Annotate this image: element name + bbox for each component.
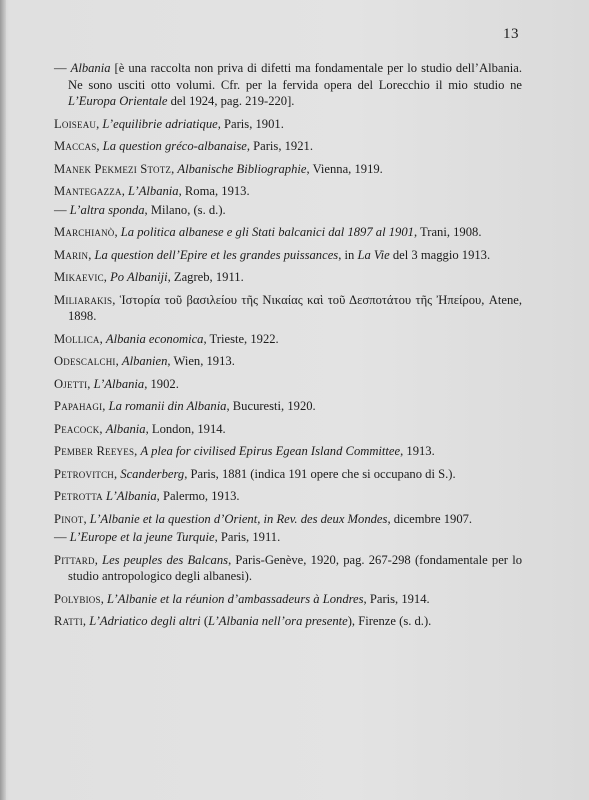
entry-text: , London, 1914. (145, 421, 226, 436)
entry-title: L’Albania nell’ora presente (208, 614, 348, 628)
entry-text: , Paris, 1881 (indica 191 opere che si occupano di S.). (184, 466, 456, 481)
entry-text: , Paris, 1911. (214, 530, 281, 544)
entry-author: Pinot (54, 511, 84, 526)
entry-text: , (83, 511, 90, 526)
bibliography-entry (54, 398, 522, 415)
entry-title: L’Albanie et la question d’Orient, in Rev. des deux Mondes (89, 511, 388, 526)
entry-title: La Vie (357, 247, 390, 262)
entry-text: [è una raccolta non priva di difetti ma fondamentale per lo studio dell’Albania. Ne sono usciti otto volumi. Cfr. per la fervida opera del Lorecchio il mio studio ne (68, 61, 522, 92)
entry-author: Ratti (54, 614, 83, 628)
entry-text: , dicembre 1907. (387, 511, 473, 526)
entry-text: , Palermo, 1913. (156, 489, 240, 503)
bibliography-entry (54, 292, 522, 325)
entry-title: Scanderberg (120, 466, 185, 481)
bibliography-entry (54, 331, 522, 348)
entry-text: , (96, 116, 103, 131)
entry-text: , (121, 184, 128, 198)
bibliography-entry (54, 161, 522, 178)
entry-title: L’equilibrie adriatique (102, 116, 218, 131)
entry-author: Marchianò (54, 225, 115, 239)
page-number: 13 (503, 26, 519, 42)
entry-title: L’Europe et la jeune Turquie (69, 530, 215, 544)
bibliography-entry (54, 591, 522, 608)
entry-author: Loiseau (54, 116, 97, 131)
entry-text: , Paris, 1921. (246, 139, 313, 153)
entry-text: , (88, 247, 95, 262)
bibliography-entry (54, 529, 522, 546)
entry-title: Albania (70, 61, 111, 75)
entry-text: , Ἱστορία τοῦ βασιλείου τῆς Νικαίας καὶ τοῦ Δεσποτάτου τῆς Ἠπείρου, Atene, 1898. (68, 292, 522, 323)
bibliography-entry (54, 353, 522, 370)
bibliography-list (54, 60, 522, 636)
entry-text: , 1902. (144, 376, 179, 391)
bibliography-entry (54, 613, 522, 630)
entry-title: L’Albania (127, 184, 179, 198)
entry-text: , Wien, 1913. (167, 354, 235, 368)
entry-title: Albania economica (105, 331, 204, 346)
entry-text: , (82, 614, 90, 628)
entry-text: , in (338, 247, 358, 262)
entry-text: , Paris, 1901. (217, 116, 284, 131)
entry-title: L’altra sponda (69, 202, 145, 217)
bibliography-entry (54, 202, 522, 219)
entry-text: , (94, 552, 103, 567)
entry-text: — (54, 530, 70, 544)
entry-title: Po Albaniji (110, 270, 168, 284)
page-binding-edge (0, 0, 6, 800)
entry-author: Peacock (54, 421, 100, 436)
entry-text: , (100, 591, 108, 606)
entry-text: , (87, 376, 94, 391)
bibliography-entry (54, 247, 522, 264)
bibliography-entry (54, 552, 522, 585)
entry-author: Petrovitch (54, 466, 114, 481)
entry-title: L’Albania (106, 489, 157, 503)
bibliography-entry (54, 116, 522, 133)
entry-author: Polybios (54, 591, 101, 606)
entry-text: , Paris, 1914. (363, 591, 430, 606)
entry-author: Mikaevic (54, 270, 104, 284)
bibliography-entry (54, 60, 522, 110)
entry-text: , Trieste, 1922. (203, 331, 279, 346)
entry-author: Maccas (54, 139, 97, 153)
entry-text: del 1924, pag. 219-220]. (167, 94, 295, 108)
entry-text: — (54, 61, 71, 75)
bibliography-entry (54, 138, 522, 155)
entry-text: , (99, 331, 106, 346)
entry-text: ( (200, 614, 209, 628)
entry-text: , Trani, 1908. (413, 225, 482, 239)
entry-title: L’Albania (93, 376, 145, 391)
bibliography-entry (54, 511, 522, 528)
entry-title: L’Adriatico degli altri (89, 614, 201, 628)
entry-author: Petrotta (54, 489, 103, 503)
entry-text: , (134, 444, 141, 458)
entry-title: La politica albanese e gli Stati balcanici dal 1897 al 1901 (120, 225, 414, 239)
entry-author: Marin (54, 247, 89, 262)
entry-text: , Roma, 1913. (178, 184, 250, 198)
bibliography-entry (54, 376, 522, 393)
entry-title: Les peuples des Balcans (102, 552, 229, 567)
entry-text: , (96, 139, 103, 153)
entry-author: Mantegazza (54, 184, 122, 198)
entry-author: Manek Pekmezi Stotz (54, 161, 172, 176)
entry-author: Miliarakis (54, 292, 113, 307)
entry-title: La question dell’Epire et les grandes puissances (94, 247, 339, 262)
entry-title: Albanien (121, 354, 168, 368)
bibliography-entry (54, 183, 522, 200)
entry-title: Albania (105, 421, 146, 436)
bibliography-entry (54, 488, 522, 505)
entry-title: L’Europa Orientale (68, 94, 168, 108)
entry-text: , (102, 399, 109, 413)
bibliography-entry (54, 443, 522, 460)
entry-author: Odescalchi (54, 354, 116, 368)
entry-text: , (103, 270, 111, 284)
entry-text: , (99, 421, 106, 436)
entry-author: Mollica (54, 331, 100, 346)
entry-text: ), Firenze (s. d.). (347, 614, 432, 628)
entry-text: , Zagreb, 1911. (167, 270, 244, 284)
entry-text: , Paris-Genève, 1920, pag. 267-298 (fondamentale per lo studio antropologico degli albanesi). (68, 552, 523, 583)
entry-title: La romanii din Albania (108, 399, 227, 413)
entry-title: L’Albanie et la réunion d’ambassadeurs à Londres (107, 591, 364, 606)
entry-text: , Vienna, 1919. (306, 161, 383, 176)
entry-author: Pittard (54, 552, 95, 567)
entry-title: Albanische Bibliographie (177, 161, 307, 176)
entry-text: , (171, 161, 178, 176)
entry-author: Pember Reeyes (54, 444, 135, 458)
entry-text: , 1913. (400, 444, 435, 458)
bibliography-entry (54, 466, 522, 483)
bibliography-entry (54, 421, 522, 438)
entry-text: , Bucuresti, 1920. (226, 399, 316, 413)
bibliography-entry (54, 224, 522, 241)
entry-text: , (114, 466, 121, 481)
bibliography-entry (54, 269, 522, 286)
entry-text: del 3 maggio 1913. (389, 247, 491, 262)
entry-author: Ojetti (54, 376, 88, 391)
entry-text: , (115, 354, 122, 368)
entry-text: , Milano, (s. d.). (144, 202, 226, 217)
entry-title: A plea for civilised Epirus Egean Island Committee (140, 444, 401, 458)
entry-text: — (54, 202, 70, 217)
entry-author: Papahagi (54, 399, 103, 413)
entry-title: La question gréco-albanaise (102, 139, 247, 153)
entry-text: , (114, 225, 121, 239)
